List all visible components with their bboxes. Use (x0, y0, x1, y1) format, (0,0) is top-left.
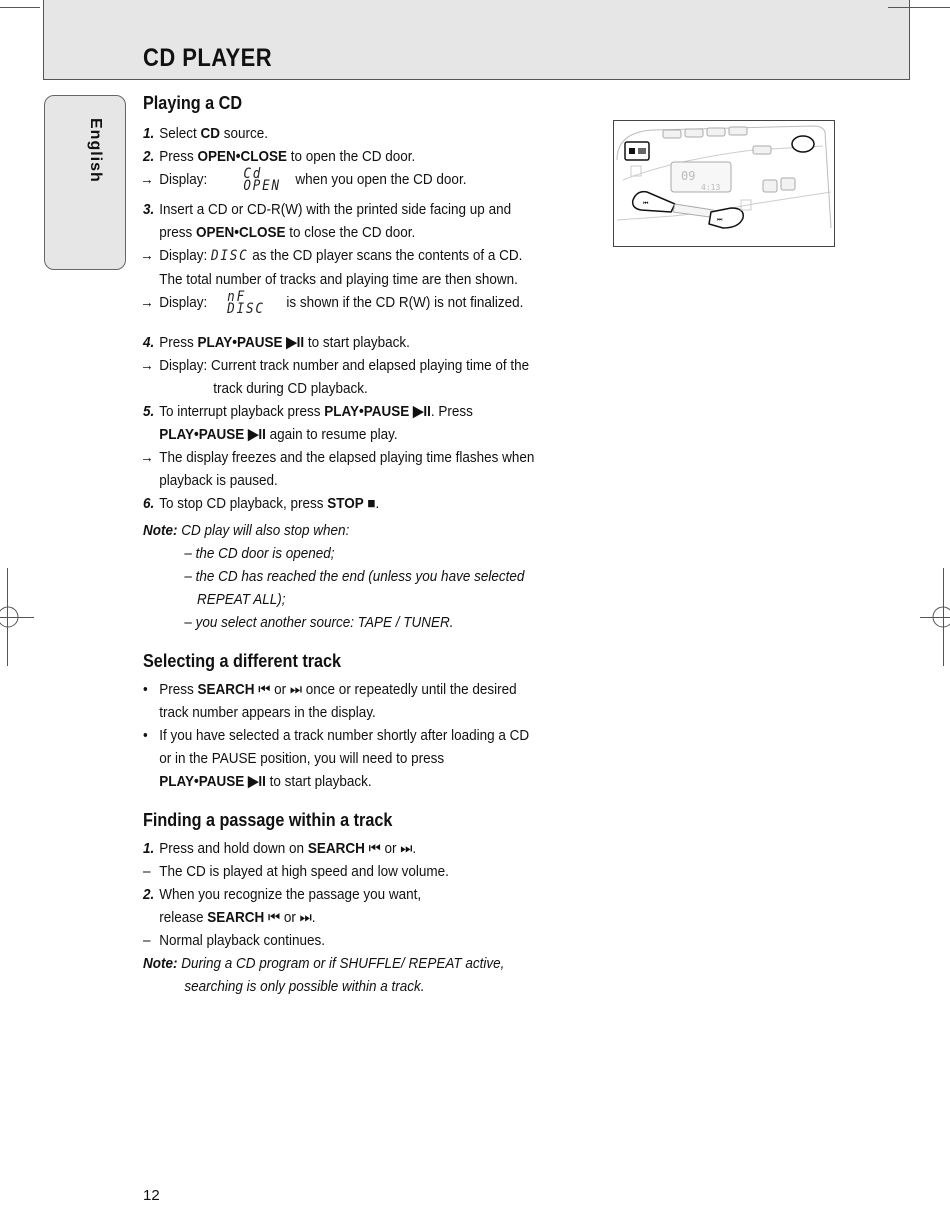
step-6 (143, 492, 566, 515)
step-text: . Press (430, 403, 473, 420)
bullet-text: If you have selected a track number shortly after loading a CD (159, 727, 530, 744)
bullet-keyword: PLAY•PAUSE ▶II (159, 773, 266, 790)
step-number: 6. (143, 495, 155, 512)
arrow-icon: → (140, 171, 154, 188)
dash-icon: – (143, 932, 151, 949)
display-text: playback is paused. (159, 472, 278, 489)
registration-mark-left (0, 603, 22, 631)
step-keyword: OPEN•CLOSE (195, 224, 286, 241)
step-3 (143, 198, 566, 244)
step-keyword: SEARCH (307, 840, 365, 857)
display-text: The total number of tracks and playing time are then shown. (159, 271, 518, 288)
step-keyword: CD (200, 125, 220, 142)
step-text: to close the CD door. (285, 224, 416, 241)
note-block-1 (143, 519, 566, 542)
language-label: English (87, 118, 104, 183)
step-number: 2. (143, 886, 155, 903)
page-title: CD PLAYER (143, 44, 273, 72)
result-text: The CD is played at high speed and low volume. (159, 863, 449, 880)
bullet-text: track number appears in the display. (159, 704, 376, 721)
step-1 (143, 122, 566, 145)
find-result-2 (143, 929, 566, 952)
step-number: 4. (143, 334, 155, 351)
step-text: Select (159, 125, 201, 142)
display-text: as the CD player scans the contents of a CD. (252, 247, 523, 264)
step-text: source. (219, 125, 269, 142)
step-text: When you recognize the passage you want, (159, 886, 422, 903)
registration-mark-right (929, 603, 950, 631)
display-label: Display: (159, 247, 208, 264)
step-text: ⏮ or ⏭. (364, 840, 417, 857)
step-text: to start playback. (304, 334, 410, 351)
display-note-3 (140, 289, 566, 321)
arrow-icon: → (140, 294, 154, 311)
section-heading-selecting: Selecting a different track (143, 651, 342, 671)
find-step-2 (143, 883, 566, 929)
display-note-2 (140, 244, 566, 291)
note-block-2 (143, 952, 566, 975)
display-text: is shown if the CD R(W) is not finalized. (286, 294, 524, 311)
bullet-text: or in the PAUSE position, you will need to press (159, 750, 445, 767)
note-label: Note: (143, 955, 178, 972)
lcd-text: DISC (210, 248, 249, 264)
step-2 (143, 145, 566, 168)
step-number: 5. (143, 403, 155, 420)
display-text: Display: Current track number and elapsed playing time of the (159, 357, 530, 374)
bullet-item-2 (143, 724, 566, 793)
note-text: During a CD program or if SHUFFLE/ REPEAT active, (181, 955, 505, 972)
cd-player-illustration (613, 120, 835, 247)
bullet-text: ⏮ or ⏭ once or repeatedly until the desired (254, 681, 517, 698)
step-text: Press and hold down on (159, 840, 308, 857)
display-note-5 (140, 446, 566, 492)
section-heading-finding: Finding a passage within a track (143, 810, 393, 830)
step-number: 1. (143, 840, 155, 857)
crop-mark (888, 7, 950, 8)
step-text: to open the CD door. (286, 148, 416, 165)
bullet-keyword: SEARCH (197, 681, 255, 698)
note-item: – you select another source: TAPE / TUNER. (184, 614, 454, 631)
display-label: Display: (159, 171, 208, 188)
step-text: again to resume play. (265, 426, 398, 443)
display-text: The display freezes and the elapsed playing time flashes when (159, 449, 535, 466)
arrow-icon: → (140, 247, 154, 264)
step-keyword: STOP ■ (327, 495, 376, 512)
note-item: – the CD door is opened; (184, 545, 335, 562)
lcd-text-top: Cd (243, 166, 263, 183)
search-back-icon: ⏮ (643, 201, 649, 207)
illustration-lcd-track: 09 (681, 169, 696, 183)
step-text: . (375, 495, 380, 512)
section-heading-playing: Playing a CD (143, 93, 243, 113)
step-text: ⏮ or ⏭. (264, 909, 316, 926)
note-item: REPEAT ALL); (197, 591, 286, 608)
dash-icon: – (143, 863, 151, 880)
lcd-text-bottom: OPEN (243, 178, 281, 195)
step-text: To interrupt playback press (159, 403, 325, 420)
search-forward-icon: ⏭ (717, 217, 723, 223)
step-number: 1. (143, 125, 155, 142)
step-keyword: PLAY•PAUSE ▶II (324, 403, 431, 420)
bullet-text: to start playback. (265, 773, 372, 790)
lcd-display (243, 166, 281, 195)
step-keyword: PLAY•PAUSE ▶II (159, 426, 266, 443)
step-keyword: SEARCH (207, 909, 265, 926)
step-text: press (159, 224, 196, 241)
step-text: Press (159, 334, 198, 351)
result-text: Normal playback continues. (159, 932, 326, 949)
display-text: when you open the CD door. (295, 171, 467, 188)
main-content (140, 90, 613, 998)
step-keyword: PLAY•PAUSE ▶II (197, 334, 305, 351)
bullet-icon: • (143, 727, 148, 744)
step-number: 2. (143, 148, 155, 165)
find-step-1 (143, 837, 566, 860)
lcd-text-bottom: DISC (227, 301, 265, 318)
display-label: Display: (159, 294, 208, 311)
arrow-icon: → (140, 357, 154, 374)
note-text: CD play will also stop when: (181, 522, 350, 539)
arrow-icon: → (140, 449, 154, 466)
find-result-1 (143, 860, 566, 883)
note-item: – the CD has reached the end (unless you have selected (184, 568, 525, 585)
display-note-4 (140, 354, 566, 400)
display-note-1 (140, 166, 566, 198)
crop-mark (0, 7, 40, 8)
step-text: release (159, 909, 208, 926)
step-text: Insert a CD or CD-R(W) with the printed side facing up and (159, 201, 512, 218)
page-number: 12 (143, 1187, 160, 1204)
step-text: Press (159, 148, 198, 165)
note-text: searching is only possible within a track. (184, 978, 425, 995)
bullet-icon: • (143, 681, 148, 698)
bullet-text: Press (159, 681, 198, 698)
step-number: 3. (143, 201, 155, 218)
bullet-item-1 (143, 678, 566, 724)
display-text: track during CD playback. (213, 380, 368, 397)
step-keyword: OPEN•CLOSE (197, 148, 287, 165)
step-5 (143, 400, 566, 446)
note-label: Note: (143, 522, 178, 539)
lcd-display (227, 289, 265, 318)
step-4 (143, 331, 566, 354)
step-text: To stop CD playback, press (159, 495, 328, 512)
illustration-lcd-time: 4:13 (701, 183, 721, 192)
lcd-text-top: nF (227, 289, 246, 306)
